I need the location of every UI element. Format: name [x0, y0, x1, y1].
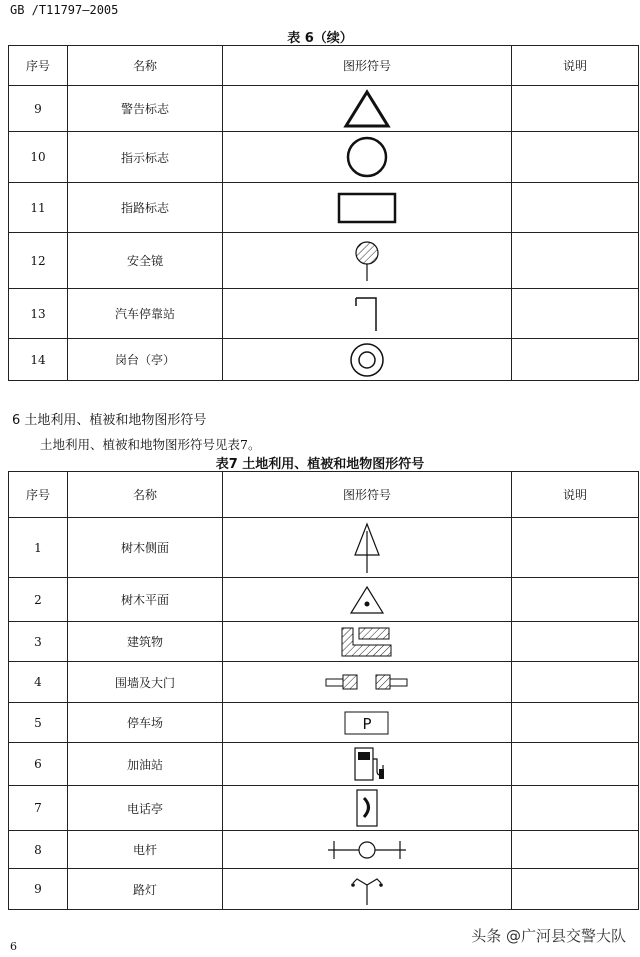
- table-row: [9, 786, 639, 831]
- row-name: 树木侧面: [68, 518, 223, 578]
- row-no: 1: [9, 518, 68, 578]
- col-header-name: 名称: [68, 472, 223, 518]
- phone-booth-icon: [353, 787, 381, 829]
- row-no: 8: [9, 831, 68, 869]
- row-note: [512, 831, 639, 869]
- tree-plan-icon: [347, 584, 387, 616]
- table-row: [9, 869, 639, 910]
- row-note: [512, 622, 639, 662]
- table7-header-row: [9, 472, 639, 518]
- row-name: 警告标志: [68, 86, 223, 132]
- row-note: [512, 339, 639, 381]
- table7-caption: 表7 土地利用、植被和地物图形符号: [215, 457, 425, 472]
- row-no: 6: [9, 743, 68, 786]
- row-name: 路灯: [68, 869, 223, 910]
- table6-header-row: [9, 46, 639, 86]
- table-row: [9, 518, 639, 578]
- page-number: 6: [10, 940, 17, 953]
- row-no: 14: [9, 339, 68, 381]
- row-name: 电杆: [68, 831, 223, 869]
- row-no: 12: [9, 233, 68, 289]
- table-row: [9, 233, 639, 289]
- street-lamp-icon: [347, 871, 387, 907]
- row-note: [512, 869, 639, 910]
- row-note: [512, 662, 639, 703]
- table-row: [9, 662, 639, 703]
- table-row: [9, 339, 639, 381]
- table-row: [9, 622, 639, 662]
- row-note: [512, 786, 639, 831]
- row-no: 5: [9, 703, 68, 743]
- standard-number: GB /T11797—2005: [10, 3, 119, 17]
- row-note: [512, 183, 639, 233]
- row-note: [512, 289, 639, 339]
- col-header-name: 名称: [68, 46, 223, 86]
- section-heading: 6 土地利用、植被和地物图形符号: [12, 413, 207, 428]
- row-note: [512, 743, 639, 786]
- section-paragraph: 土地利用、植被和地物图形符号见表7。: [40, 437, 261, 452]
- row-note: [512, 86, 639, 132]
- rectangle-icon: [336, 190, 398, 226]
- building-icon: [339, 626, 395, 658]
- col-header-note: 说明: [512, 472, 639, 518]
- gas-station-icon: [349, 745, 385, 783]
- wall-gate-icon: [324, 672, 410, 692]
- row-name: 岗台（亭）: [68, 339, 223, 381]
- row-no: 3: [9, 622, 68, 662]
- table-row: [9, 289, 639, 339]
- circle-icon: [344, 134, 390, 180]
- row-no: 4: [9, 662, 68, 703]
- bus-stop-icon: [352, 294, 382, 334]
- row-name: 安全镜: [68, 233, 223, 289]
- row-name: 指示标志: [68, 132, 223, 183]
- row-name: 电话亭: [68, 786, 223, 831]
- col-header-symbol: 图形符号: [223, 472, 512, 518]
- table6-caption: 表 6（续）: [287, 31, 353, 46]
- row-name: 树木平面: [68, 578, 223, 622]
- mirror-icon: [352, 239, 382, 283]
- row-name: 围墙及大门: [68, 662, 223, 703]
- watermark: 头条 @广河县交警大队: [471, 927, 626, 945]
- table-row: [9, 743, 639, 786]
- booth-icon: [348, 341, 386, 379]
- row-name: 建筑物: [68, 622, 223, 662]
- row-note: [512, 233, 639, 289]
- row-note: [512, 578, 639, 622]
- row-note: [512, 518, 639, 578]
- table-row: [9, 183, 639, 233]
- col-header-no: 序号: [9, 46, 68, 86]
- table-row: [9, 132, 639, 183]
- row-note: [512, 132, 639, 183]
- row-no: 9: [9, 869, 68, 910]
- row-name: 加油站: [68, 743, 223, 786]
- table7: [8, 471, 639, 910]
- col-header-no: 序号: [9, 472, 68, 518]
- triangle-icon: [342, 88, 392, 130]
- row-no: 7: [9, 786, 68, 831]
- row-name: 指路标志: [68, 183, 223, 233]
- table-row: [9, 703, 639, 743]
- row-note: [512, 703, 639, 743]
- row-no: 13: [9, 289, 68, 339]
- row-no: 2: [9, 578, 68, 622]
- tree-side-icon: [352, 521, 382, 575]
- table6: [8, 45, 639, 381]
- row-name: 汽车停靠站: [68, 289, 223, 339]
- parking-label: P: [362, 714, 372, 733]
- table-row: [9, 831, 639, 869]
- row-no: 9: [9, 86, 68, 132]
- row-name: 停车场: [68, 703, 223, 743]
- row-no: 10: [9, 132, 68, 183]
- table-row: [9, 578, 639, 622]
- col-header-note: 说明: [512, 46, 639, 86]
- row-no: 11: [9, 183, 68, 233]
- parking-icon: [343, 709, 391, 737]
- col-header-symbol: 图形符号: [223, 46, 512, 86]
- pole-icon: [326, 838, 408, 862]
- table-row: [9, 86, 639, 132]
